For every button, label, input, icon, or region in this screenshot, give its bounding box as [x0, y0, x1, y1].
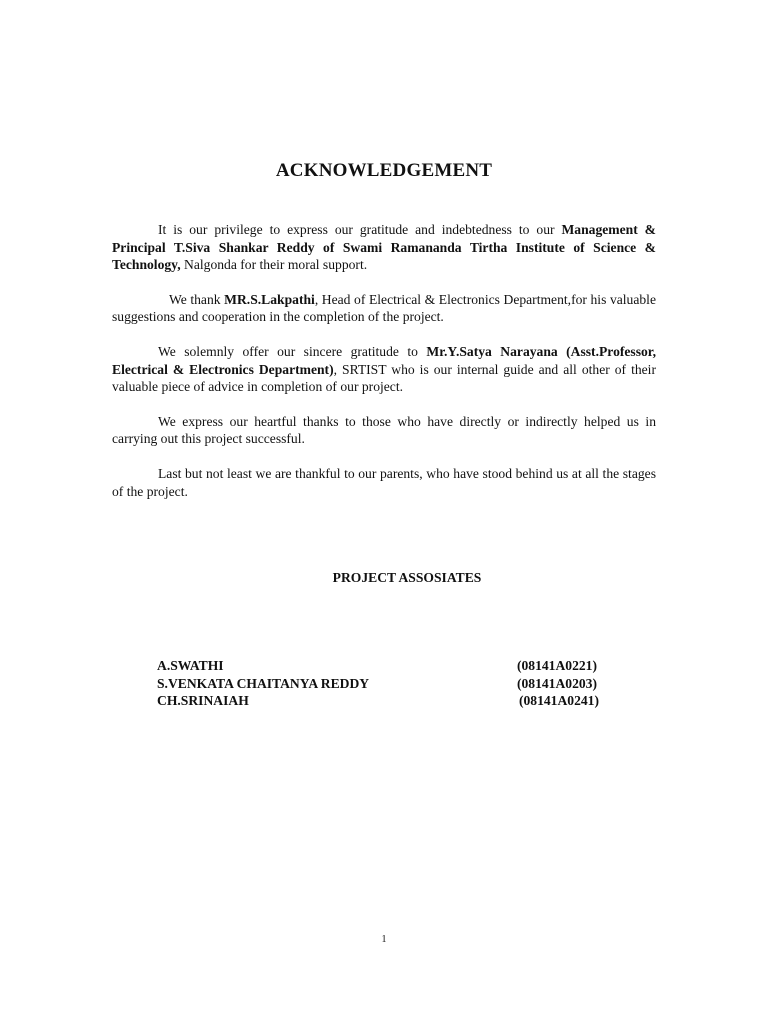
paragraph-text: Last but not least we are thankful to our parents, who have stood behind us at all the stages of the project.: [112, 465, 656, 499]
paragraph-parents: [112, 465, 656, 500]
associate-roll-number: (08141A0241): [518, 693, 599, 708]
paragraph-text: We thank: [169, 291, 225, 307]
associates-list: [157, 657, 597, 710]
paragraph-hod: [112, 291, 656, 326]
associate-roll-number: (08141A0203): [516, 675, 597, 691]
paragraph-bold-text: Mr.Y.Satya Narayana (Asst.Professor, Electrical & Electronics Department): [112, 343, 656, 377]
paragraph-text: We express our heartful thanks to those who have directly or indirectly helped us in carrying out this project successful.: [112, 413, 656, 447]
page-title: ACKNOWLEDGEMENT: [275, 160, 493, 181]
list-item: [157, 675, 597, 693]
acknowledgement-body: [112, 221, 656, 517]
paragraph-text: It is our privilege to express our gratitude and indebtedness to our: [158, 222, 562, 237]
paragraph-guide: [112, 343, 656, 396]
associates-heading: PROJECT ASSOSIATES: [332, 570, 482, 585]
associate-name: A.SWATHI: [157, 658, 224, 673]
associate-name: CH.SRINAIAH: [157, 693, 249, 708]
paragraph-bold-text: MR.S.Lakpathi: [224, 291, 315, 307]
paragraph-bold-text: Management & Principal T.Siva Shankar Reddy of Swami Ramananda Tirtha Institute of Science & Technology,: [112, 222, 656, 273]
paragraph-text: , SRTIST who is our internal guide and all other of their valuable piece of advice in completion of our project.: [112, 361, 656, 395]
list-item: [157, 692, 597, 710]
associate-roll-number: (08141A0221): [516, 658, 597, 673]
list-item: [157, 657, 597, 675]
associate-name: S.VENKATA CHAITANYA REDDY: [157, 675, 370, 691]
paragraph-management: [112, 221, 656, 274]
paragraph-thanks: [112, 413, 656, 448]
page-number: 1: [381, 934, 387, 945]
paragraph-text: , Head of Electrical & Electronics Department,for his valuable suggestions and cooperation in the completion of the project.: [112, 291, 656, 325]
paragraph-text: We solemnly offer our sincere gratitude to: [158, 343, 427, 359]
paragraph-text: Nalgonda for their moral support.: [180, 257, 368, 273]
